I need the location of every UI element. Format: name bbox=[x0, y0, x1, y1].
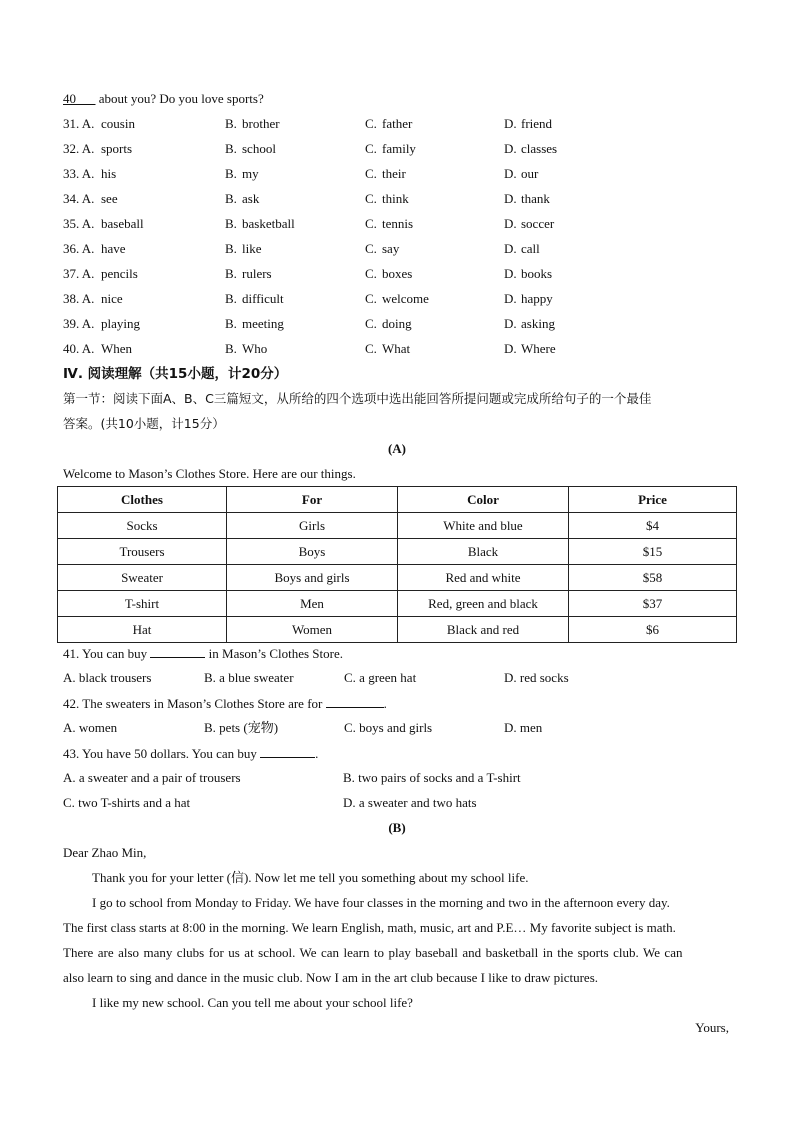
option-a: see bbox=[101, 191, 118, 206]
table-row bbox=[58, 513, 737, 539]
table-cell: Women bbox=[227, 617, 398, 643]
clothes-store-table bbox=[57, 486, 737, 643]
option-d: happy bbox=[521, 291, 553, 306]
option-c-letter: C. bbox=[365, 241, 377, 256]
option-c: doing bbox=[382, 316, 412, 331]
option-b: brother bbox=[242, 116, 280, 131]
letter-greeting: Dear Zhao Min, bbox=[63, 845, 147, 860]
table-cell: Red, green and black bbox=[398, 591, 569, 617]
table-cell: $4 bbox=[569, 513, 737, 539]
passage-b-label: (B) bbox=[388, 820, 406, 835]
question-number: 32. A. bbox=[63, 141, 95, 156]
option-d-letter: D. bbox=[504, 216, 517, 231]
table-cell: Black bbox=[398, 539, 569, 565]
option-d-letter: D. bbox=[504, 291, 517, 306]
question-number: 31. A. bbox=[63, 116, 95, 131]
option-b-letter: B. bbox=[225, 166, 237, 181]
question-number: 35. A. bbox=[63, 216, 95, 231]
section-instruction-line-1: 第一节：阅读下面A、B、C三篇短文，从所给的四个选项中选出能回答所提问题或完成所给句子的一个最佳 bbox=[63, 391, 652, 406]
blank-number-40: 40 bbox=[63, 91, 76, 106]
table-cell: T-shirt bbox=[58, 591, 227, 617]
table-cell: Red and white bbox=[398, 565, 569, 591]
table-cell: Trousers bbox=[58, 539, 227, 565]
option-d-letter: D. bbox=[504, 241, 517, 256]
option-d: thank bbox=[521, 191, 550, 206]
letter-paragraph-2-line-4: also learn to sing and dance in the music club. Now I am in the art club because I like to draw pictures. bbox=[63, 970, 598, 985]
option-c: welcome bbox=[382, 291, 429, 306]
question-42: 42. The sweaters in Mason’s Clothes Store are for . bbox=[63, 696, 387, 711]
option-b-letter: B. bbox=[225, 116, 237, 131]
option-c-letter: C. bbox=[365, 191, 377, 206]
table-header: Color bbox=[398, 487, 569, 513]
table-row bbox=[58, 591, 737, 617]
option-a: sports bbox=[101, 141, 133, 156]
option-d-letter: D. bbox=[504, 316, 517, 331]
question-number: 36. A. bbox=[63, 241, 95, 256]
option-c: think bbox=[382, 191, 409, 206]
option-d: friend bbox=[521, 116, 553, 131]
table-cell: $58 bbox=[569, 565, 737, 591]
option-d: our bbox=[521, 166, 539, 181]
q41-option-d: D. red socks bbox=[504, 670, 569, 685]
option-a: have bbox=[101, 241, 126, 256]
option-d-letter: D. bbox=[504, 141, 517, 156]
option-d: call bbox=[521, 241, 540, 256]
answer-blank bbox=[326, 695, 384, 708]
passage-a-label: (A) bbox=[387, 441, 407, 456]
option-b-letter: B. bbox=[225, 291, 237, 306]
option-a: playing bbox=[101, 316, 140, 331]
q42-option-a: A. women bbox=[63, 720, 118, 735]
option-d-letter: D. bbox=[504, 191, 517, 206]
option-a: nice bbox=[101, 291, 123, 306]
q42-option-c: C. boys and girls bbox=[344, 720, 433, 735]
q41-option-b: B. a blue sweater bbox=[204, 670, 294, 685]
q43-option-c: C. two T-shirts and a hat bbox=[63, 795, 191, 810]
table-cell: White and blue bbox=[398, 513, 569, 539]
question-number: 33. A. bbox=[63, 166, 95, 181]
section-instruction-line-2: 答案。(共10小题，计15分） bbox=[63, 416, 225, 431]
table-header: Clothes bbox=[58, 487, 227, 513]
option-b: my bbox=[242, 166, 259, 181]
question-43: 43. You have 50 dollars. You can buy . bbox=[63, 746, 319, 761]
option-a: baseball bbox=[101, 216, 144, 231]
table-cell: $15 bbox=[569, 539, 737, 565]
option-c-letter: C. bbox=[365, 291, 377, 306]
answer-blank bbox=[150, 645, 205, 658]
option-d: classes bbox=[521, 141, 558, 156]
table-row bbox=[58, 617, 737, 643]
option-d: Where bbox=[521, 341, 556, 356]
option-c-letter: C. bbox=[365, 216, 377, 231]
option-c: tennis bbox=[382, 216, 414, 231]
q43-option-d: D. a sweater and two hats bbox=[343, 795, 477, 810]
option-a: his bbox=[101, 166, 117, 181]
question-number: 38. A. bbox=[63, 291, 95, 306]
answer-blank bbox=[260, 745, 315, 758]
option-b: school bbox=[242, 141, 276, 156]
q43-option-a: A. a sweater and a pair of trousers bbox=[63, 770, 241, 785]
option-d: books bbox=[521, 266, 553, 281]
cloze-question-40-line: 40 about you? Do you love sports? bbox=[63, 91, 264, 106]
option-b-letter: B. bbox=[225, 316, 237, 331]
table-cell: Socks bbox=[58, 513, 227, 539]
option-c-letter: C. bbox=[365, 141, 377, 156]
option-c: What bbox=[382, 341, 411, 356]
q43-option-b: B. two pairs of socks and a T-shirt bbox=[343, 770, 521, 785]
question-number: 40. A. bbox=[63, 341, 95, 356]
option-b: basketball bbox=[242, 216, 295, 231]
table-cell: Boys bbox=[227, 539, 398, 565]
letter-paragraph-1: Thank you for your letter (信). Now let me tell you something about my school life. bbox=[92, 870, 529, 885]
option-b-letter: B. bbox=[225, 216, 237, 231]
question-number: 39. A. bbox=[63, 316, 95, 331]
table-row bbox=[58, 539, 737, 565]
table-cell: Hat bbox=[58, 617, 227, 643]
option-d: asking bbox=[521, 316, 555, 331]
table-cell: Girls bbox=[227, 513, 398, 539]
option-b: ask bbox=[242, 191, 260, 206]
table-row bbox=[58, 565, 737, 591]
q41-option-a: A. black trousers bbox=[63, 670, 152, 685]
letter-paragraph-2-line-1: I go to school from Monday to Friday. We have four classes in the morning and two in the afternoon every day. bbox=[92, 895, 670, 910]
option-b-letter: B. bbox=[225, 141, 237, 156]
option-a: pencils bbox=[101, 266, 138, 281]
q42-option-b: B. pets (宠物) bbox=[204, 720, 279, 735]
table-cell: Boys and girls bbox=[227, 565, 398, 591]
option-b: Who bbox=[242, 341, 268, 356]
option-d: soccer bbox=[521, 216, 555, 231]
option-b-letter: B. bbox=[225, 241, 237, 256]
table-cell: $6 bbox=[569, 617, 737, 643]
question-41: 41. You can buy in Mason’s Clothes Store. bbox=[63, 646, 343, 661]
passage-a-intro: Welcome to Mason’s Clothes Store. Here are our things. bbox=[63, 466, 356, 481]
table-cell: Men bbox=[227, 591, 398, 617]
option-c: their bbox=[382, 166, 406, 181]
q41-option-c: C. a green hat bbox=[344, 670, 417, 685]
option-b-letter: B. bbox=[225, 266, 237, 281]
option-b: meeting bbox=[242, 316, 284, 331]
option-b-letter: B. bbox=[225, 341, 237, 356]
option-d-letter: D. bbox=[504, 166, 517, 181]
table-cell: Black and red bbox=[398, 617, 569, 643]
option-c: father bbox=[382, 116, 413, 131]
letter-paragraph-2-line-2: The first class starts at 8:00 in the morning. We learn English, math, music, art and P.E… My favorite subject is math. bbox=[63, 920, 676, 935]
table-header: Price bbox=[569, 487, 737, 513]
question-number: 34. A. bbox=[63, 191, 95, 206]
letter-paragraph-3: I like my new school. Can you tell me about your school life? bbox=[92, 995, 413, 1010]
q42-option-d: D. men bbox=[504, 720, 543, 735]
option-c-letter: C. bbox=[365, 166, 377, 181]
option-c-letter: C. bbox=[365, 266, 377, 281]
option-d-letter: D. bbox=[504, 266, 517, 281]
question-number: 37. A. bbox=[63, 266, 95, 281]
letter-paragraph-2-line-3: There are also many clubs for us at school. We can learn to play baseball and basketball in the sports club. We can bbox=[63, 945, 683, 960]
option-b-letter: B. bbox=[225, 191, 237, 206]
option-a: cousin bbox=[101, 116, 135, 131]
option-c-letter: C. bbox=[365, 316, 377, 331]
table-cell: Sweater bbox=[58, 565, 227, 591]
option-c-letter: C. bbox=[365, 341, 377, 356]
option-a: When bbox=[101, 341, 133, 356]
option-c: boxes bbox=[382, 266, 413, 281]
table-header: For bbox=[227, 487, 398, 513]
table-cell: $37 bbox=[569, 591, 737, 617]
option-b: difficult bbox=[242, 291, 284, 306]
option-d-letter: D. bbox=[504, 116, 517, 131]
option-b: like bbox=[242, 241, 262, 256]
option-c-letter: C. bbox=[365, 116, 377, 131]
option-d-letter: D. bbox=[504, 341, 517, 356]
option-b: rulers bbox=[242, 266, 272, 281]
letter-closing: Yours, bbox=[695, 1020, 729, 1035]
option-c: say bbox=[382, 241, 400, 256]
table-header-row bbox=[58, 487, 737, 513]
section-iv-title: Ⅳ. 阅读理解（共15小题，计20分） bbox=[63, 366, 288, 382]
option-c: family bbox=[382, 141, 416, 156]
